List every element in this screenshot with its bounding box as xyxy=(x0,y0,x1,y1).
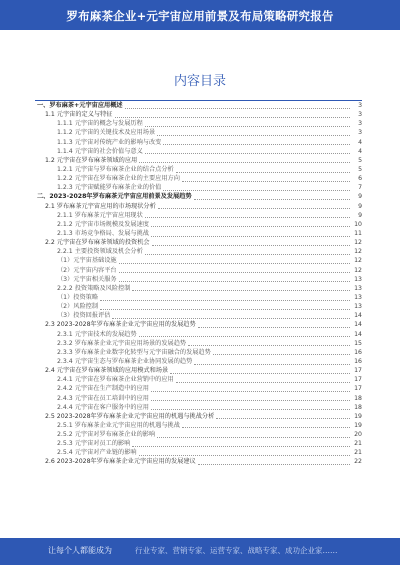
toc-entry-text: 2.4.3 元宇宙在员工培训中的应用 xyxy=(57,394,149,402)
toc-leader-dots xyxy=(139,157,350,163)
toc-entry-page: 19 xyxy=(354,412,362,420)
toc-entry-page: 11 xyxy=(354,229,362,237)
toc-leader-dots xyxy=(152,240,350,246)
toc-entry-page: 15 xyxy=(354,339,362,347)
toc-entry[interactable] xyxy=(35,421,362,430)
toc-entry[interactable] xyxy=(35,275,362,284)
toc-entry-page: 21 xyxy=(354,449,362,457)
toc-entry-page: 14 xyxy=(354,312,362,320)
toc-entry-page: 12 xyxy=(354,266,362,274)
toc-entry-page: 12 xyxy=(354,239,362,247)
toc-entry[interactable] xyxy=(35,430,362,439)
toc-entry-page: 10 xyxy=(354,220,362,228)
toc-leader-dots xyxy=(182,176,350,182)
toc-entry[interactable] xyxy=(35,192,362,201)
toc-entry-text: 2.3.2 罗布麻茶企业元宇宙应用场景的发展趋势 xyxy=(57,339,187,347)
toc-entry[interactable] xyxy=(35,457,362,466)
toc-entry[interactable] xyxy=(35,174,362,183)
toc-entry-text: 2.4.1 元宇宙在罗布麻茶企业营销中的应用 xyxy=(57,376,174,384)
toc-entry-text: （1）投资策略 xyxy=(57,293,99,301)
toc-entry-text: 2.2 元宇宙在罗布麻茶领域的投资机会 xyxy=(45,239,150,247)
toc-entry-text: 1.1.3 元宇宙对传统产业的影响与改变 xyxy=(57,138,162,146)
toc-entry[interactable] xyxy=(35,439,362,448)
toc-leader-dots xyxy=(157,130,350,136)
toc-entry-text: （3）元宇宙相关服务 xyxy=(57,275,117,283)
toc-leader-dots xyxy=(198,322,350,328)
toc-entry-text: 2.6 2023-2028年罗布麻茶企业元宇宙应用的发展建议 xyxy=(45,458,196,466)
toc-entry-text: 1.2 元宇宙在罗布麻茶领域的应用 xyxy=(45,156,138,164)
toc-entry-text: 二、2023-2028年罗布麻茶元宇宙应用前景及发展趋势 xyxy=(37,193,192,201)
toc-entry[interactable] xyxy=(35,384,362,393)
toc-entry-page: 13 xyxy=(354,284,362,292)
toc-leader-dots xyxy=(170,368,350,374)
toc-entry[interactable] xyxy=(35,110,362,119)
toc-leader-dots xyxy=(151,395,350,401)
toc-entry-page: 4 xyxy=(358,147,362,155)
toc-entry[interactable] xyxy=(35,302,362,311)
toc-leader-dots xyxy=(157,432,350,438)
toc-entry-page: 21 xyxy=(354,440,362,448)
toc-leader-dots xyxy=(145,121,350,127)
toc-entry[interactable] xyxy=(35,238,362,247)
toc-entry[interactable] xyxy=(35,211,362,220)
footer-banner xyxy=(0,538,400,565)
toc-entry-page: 16 xyxy=(354,348,362,356)
toc-entry-text: （1）元宇宙基础设施 xyxy=(57,257,117,265)
toc-leader-dots xyxy=(145,212,350,218)
toc-leader-dots xyxy=(125,103,350,109)
table-of-contents xyxy=(35,101,362,467)
toc-entry-text: 2.5.4 元宇宙对产业链的影响 xyxy=(57,449,137,457)
toc-entry-page: 17 xyxy=(354,385,362,393)
toc-entry[interactable] xyxy=(35,256,362,265)
toc-entry[interactable] xyxy=(35,330,362,339)
toc-entry[interactable] xyxy=(35,348,362,357)
toc-entry-page: 13 xyxy=(354,303,362,311)
toc-entry-page: 5 xyxy=(358,156,362,164)
toc-entry[interactable] xyxy=(35,375,362,384)
toc-entry-page: 18 xyxy=(354,394,362,402)
toc-entry-text: （2）风险控制 xyxy=(57,303,99,311)
toc-entry[interactable] xyxy=(35,394,362,403)
toc-entry[interactable] xyxy=(35,220,362,229)
toc-entry-page: 14 xyxy=(354,321,362,329)
toc-entry-text: 1.2.2 元宇宙在罗布麻茶企业的主要应用方向 xyxy=(57,175,180,183)
toc-entry-text: 2.3 2023-2028年罗布麻茶企业元宇宙应用的发展趋势 xyxy=(45,321,196,329)
toc-entry-page: 17 xyxy=(354,367,362,375)
toc-entry-text: 2.1.3 市场竞争格局、发展与挑战 xyxy=(57,229,149,237)
toc-entry-text: 1.1.1 元宇宙的概念与发展历程 xyxy=(57,120,143,128)
toc-leader-dots xyxy=(176,377,350,383)
toc-entry-text: （3）投资回报评估 xyxy=(57,312,111,320)
toc-entry-text: 2.1.1 罗布麻茶元宇宙应用现状 xyxy=(57,211,143,219)
toc-entry-page: 20 xyxy=(354,431,362,439)
toc-leader-dots xyxy=(139,331,350,337)
toc-entry-page: 13 xyxy=(354,275,362,283)
toc-entry-text: 1.2.3 元宇宙赋能罗布麻茶企业的价值 xyxy=(57,184,162,192)
toc-entry-text: 2.5 2023-2028年罗布麻茶企业元宇宙应用的机遇与挑战分析 xyxy=(45,412,215,420)
toc-entry[interactable] xyxy=(35,101,362,110)
toc-entry[interactable] xyxy=(35,156,362,165)
toc-leader-dots xyxy=(163,139,350,145)
toc-entry[interactable] xyxy=(35,284,362,293)
toc-entry-text: 2.3.3 罗布麻茶企业数字化转型与元宇宙融合的发展趋势 xyxy=(57,348,211,356)
toc-entry[interactable] xyxy=(35,247,362,256)
toc-entry-text: 1.1 元宇宙的定义与特征 xyxy=(45,111,113,119)
toc-leader-dots xyxy=(115,112,351,118)
toc-entry-text: 2.5.3 元宇宙对员工的影响 xyxy=(57,440,131,448)
toc-leader-dots xyxy=(119,267,350,273)
toc-leader-dots xyxy=(151,231,350,237)
toc-heading: 内容目录 xyxy=(173,74,226,89)
toc-entry-text: 2.2.1 主要投资领域及机会分析 xyxy=(57,248,143,256)
toc-entry[interactable] xyxy=(35,448,362,457)
report-title: 罗布麻茶企业+元宇宙应用前景及布局策略研究报告 xyxy=(66,9,334,23)
toc-entry-page: 9 xyxy=(358,193,362,201)
footer-text: 让每个人都能成为 xyxy=(48,546,112,555)
toc-entry-text: 2.1 罗布麻茶元宇宙应用的市场现状分析 xyxy=(45,202,156,210)
toc-leader-dots xyxy=(194,359,350,365)
toc-entry-page: 7 xyxy=(358,184,362,192)
toc-leader-dots xyxy=(176,167,350,173)
toc-entry-text: 1.1.2 元宇宙的关键技术及应用场景 xyxy=(57,129,156,137)
toc-leader-dots xyxy=(119,276,350,282)
toc-entry-page: 5 xyxy=(358,165,362,173)
toc-entry[interactable] xyxy=(35,412,362,421)
toc-entry-text: 2.5.1 罗布麻茶企业元宇宙应用的机遇与挑战 xyxy=(57,421,180,429)
toc-entry-text: （2）元宇宙内容平台 xyxy=(57,266,117,274)
toc-entry-page: 3 xyxy=(358,102,362,109)
toc-leader-dots xyxy=(216,413,350,419)
toc-entry-page: 6 xyxy=(358,175,362,183)
toc-leader-dots xyxy=(163,185,350,191)
toc-entry-page: 9 xyxy=(358,211,362,219)
toc-entry-text: 一、罗布麻茶+元宇宙应用概述 xyxy=(37,102,123,109)
toc-leader-dots xyxy=(194,194,350,200)
toc-entry-page: 13 xyxy=(354,293,362,301)
toc-leader-dots xyxy=(151,404,350,410)
toc-entry[interactable] xyxy=(35,293,362,302)
toc-entry[interactable] xyxy=(35,403,362,412)
toc-entry-page: 12 xyxy=(354,248,362,256)
toc-leader-dots xyxy=(139,450,350,456)
toc-entry-page: 17 xyxy=(354,376,362,384)
toc-entry[interactable] xyxy=(35,357,362,366)
toc-entry[interactable] xyxy=(35,147,362,156)
footer-slogan: 行业专家、营销专家、运营专家、战略专家、成功企业家…… xyxy=(135,546,338,555)
toc-entry-text: 1.2.1 元宇宙与罗布麻茶企业的结合点分析 xyxy=(57,165,174,173)
toc-entry-text: 2.4 元宇宙在罗布麻茶领域的应用模式和场景 xyxy=(45,367,169,375)
toc-entry-text: 2.3.4 元宇宙生态与罗布麻茶企业协同发展的趋势 xyxy=(57,357,193,365)
toc-leader-dots xyxy=(132,285,350,291)
toc-entry-text: 2.4.2 元宇宙在生产制造中的应用 xyxy=(57,385,149,393)
toc-leader-dots xyxy=(112,313,350,319)
toc-entry[interactable] xyxy=(35,165,362,174)
toc-entry[interactable] xyxy=(35,266,362,275)
toc-entry-page: 4 xyxy=(358,138,362,146)
toc-leader-dots xyxy=(145,249,350,255)
toc-leader-dots xyxy=(145,148,350,154)
toc-entry-text: 2.1.2 元宇宙市场规模及发展速度 xyxy=(57,220,149,228)
toc-entry-page: 3 xyxy=(358,111,362,119)
toc-leader-dots xyxy=(100,295,350,301)
toc-entry[interactable] xyxy=(35,128,362,137)
toc-leader-dots xyxy=(100,304,350,310)
toc-leader-dots xyxy=(119,258,350,264)
toc-entry[interactable] xyxy=(35,183,362,192)
toc-entry-page: 3 xyxy=(358,120,362,128)
toc-leader-dots xyxy=(198,459,350,465)
toc-entry-text: 2.3.1 元宇宙技术的发展趋势 xyxy=(57,330,137,338)
toc-entry[interactable] xyxy=(35,320,362,329)
toc-leader-dots xyxy=(151,386,350,392)
toc-entry[interactable] xyxy=(35,138,362,147)
toc-entry[interactable] xyxy=(35,366,362,375)
toc-leader-dots xyxy=(158,203,350,209)
toc-entry-page: 16 xyxy=(354,357,362,365)
toc-entry[interactable] xyxy=(35,339,362,348)
toc-entry-text: 1.1.4 元宇宙的社会价值与意义 xyxy=(57,147,143,155)
toc-entry-text: 2.4.4 元宇宙在客户服务中的应用 xyxy=(57,403,149,411)
toc-leader-dots xyxy=(132,441,350,447)
toc-entry-page: 9 xyxy=(358,202,362,210)
toc-leader-dots xyxy=(151,221,350,227)
toc-entry-page: 18 xyxy=(354,403,362,411)
toc-leader-dots xyxy=(182,422,350,428)
toc-leader-dots xyxy=(188,340,350,346)
toc-entry-page: 22 xyxy=(354,458,362,466)
toc-entry[interactable] xyxy=(35,229,362,238)
toc-entry-page: 12 xyxy=(354,257,362,265)
toc-entry-page: 19 xyxy=(354,421,362,429)
toc-entry-text: 2.2.2 投资策略及风险控制 xyxy=(57,284,131,292)
toc-entry-text: 2.5.2 元宇宙对罗布麻茶企业的影响 xyxy=(57,431,156,439)
toc-entry[interactable] xyxy=(35,119,362,128)
toc-entry[interactable] xyxy=(35,202,362,211)
toc-entry-page: 14 xyxy=(354,330,362,338)
toc-entry-page: 3 xyxy=(358,129,362,137)
toc-leader-dots xyxy=(213,349,350,355)
toc-entry[interactable] xyxy=(35,311,362,320)
header-banner xyxy=(0,0,400,30)
